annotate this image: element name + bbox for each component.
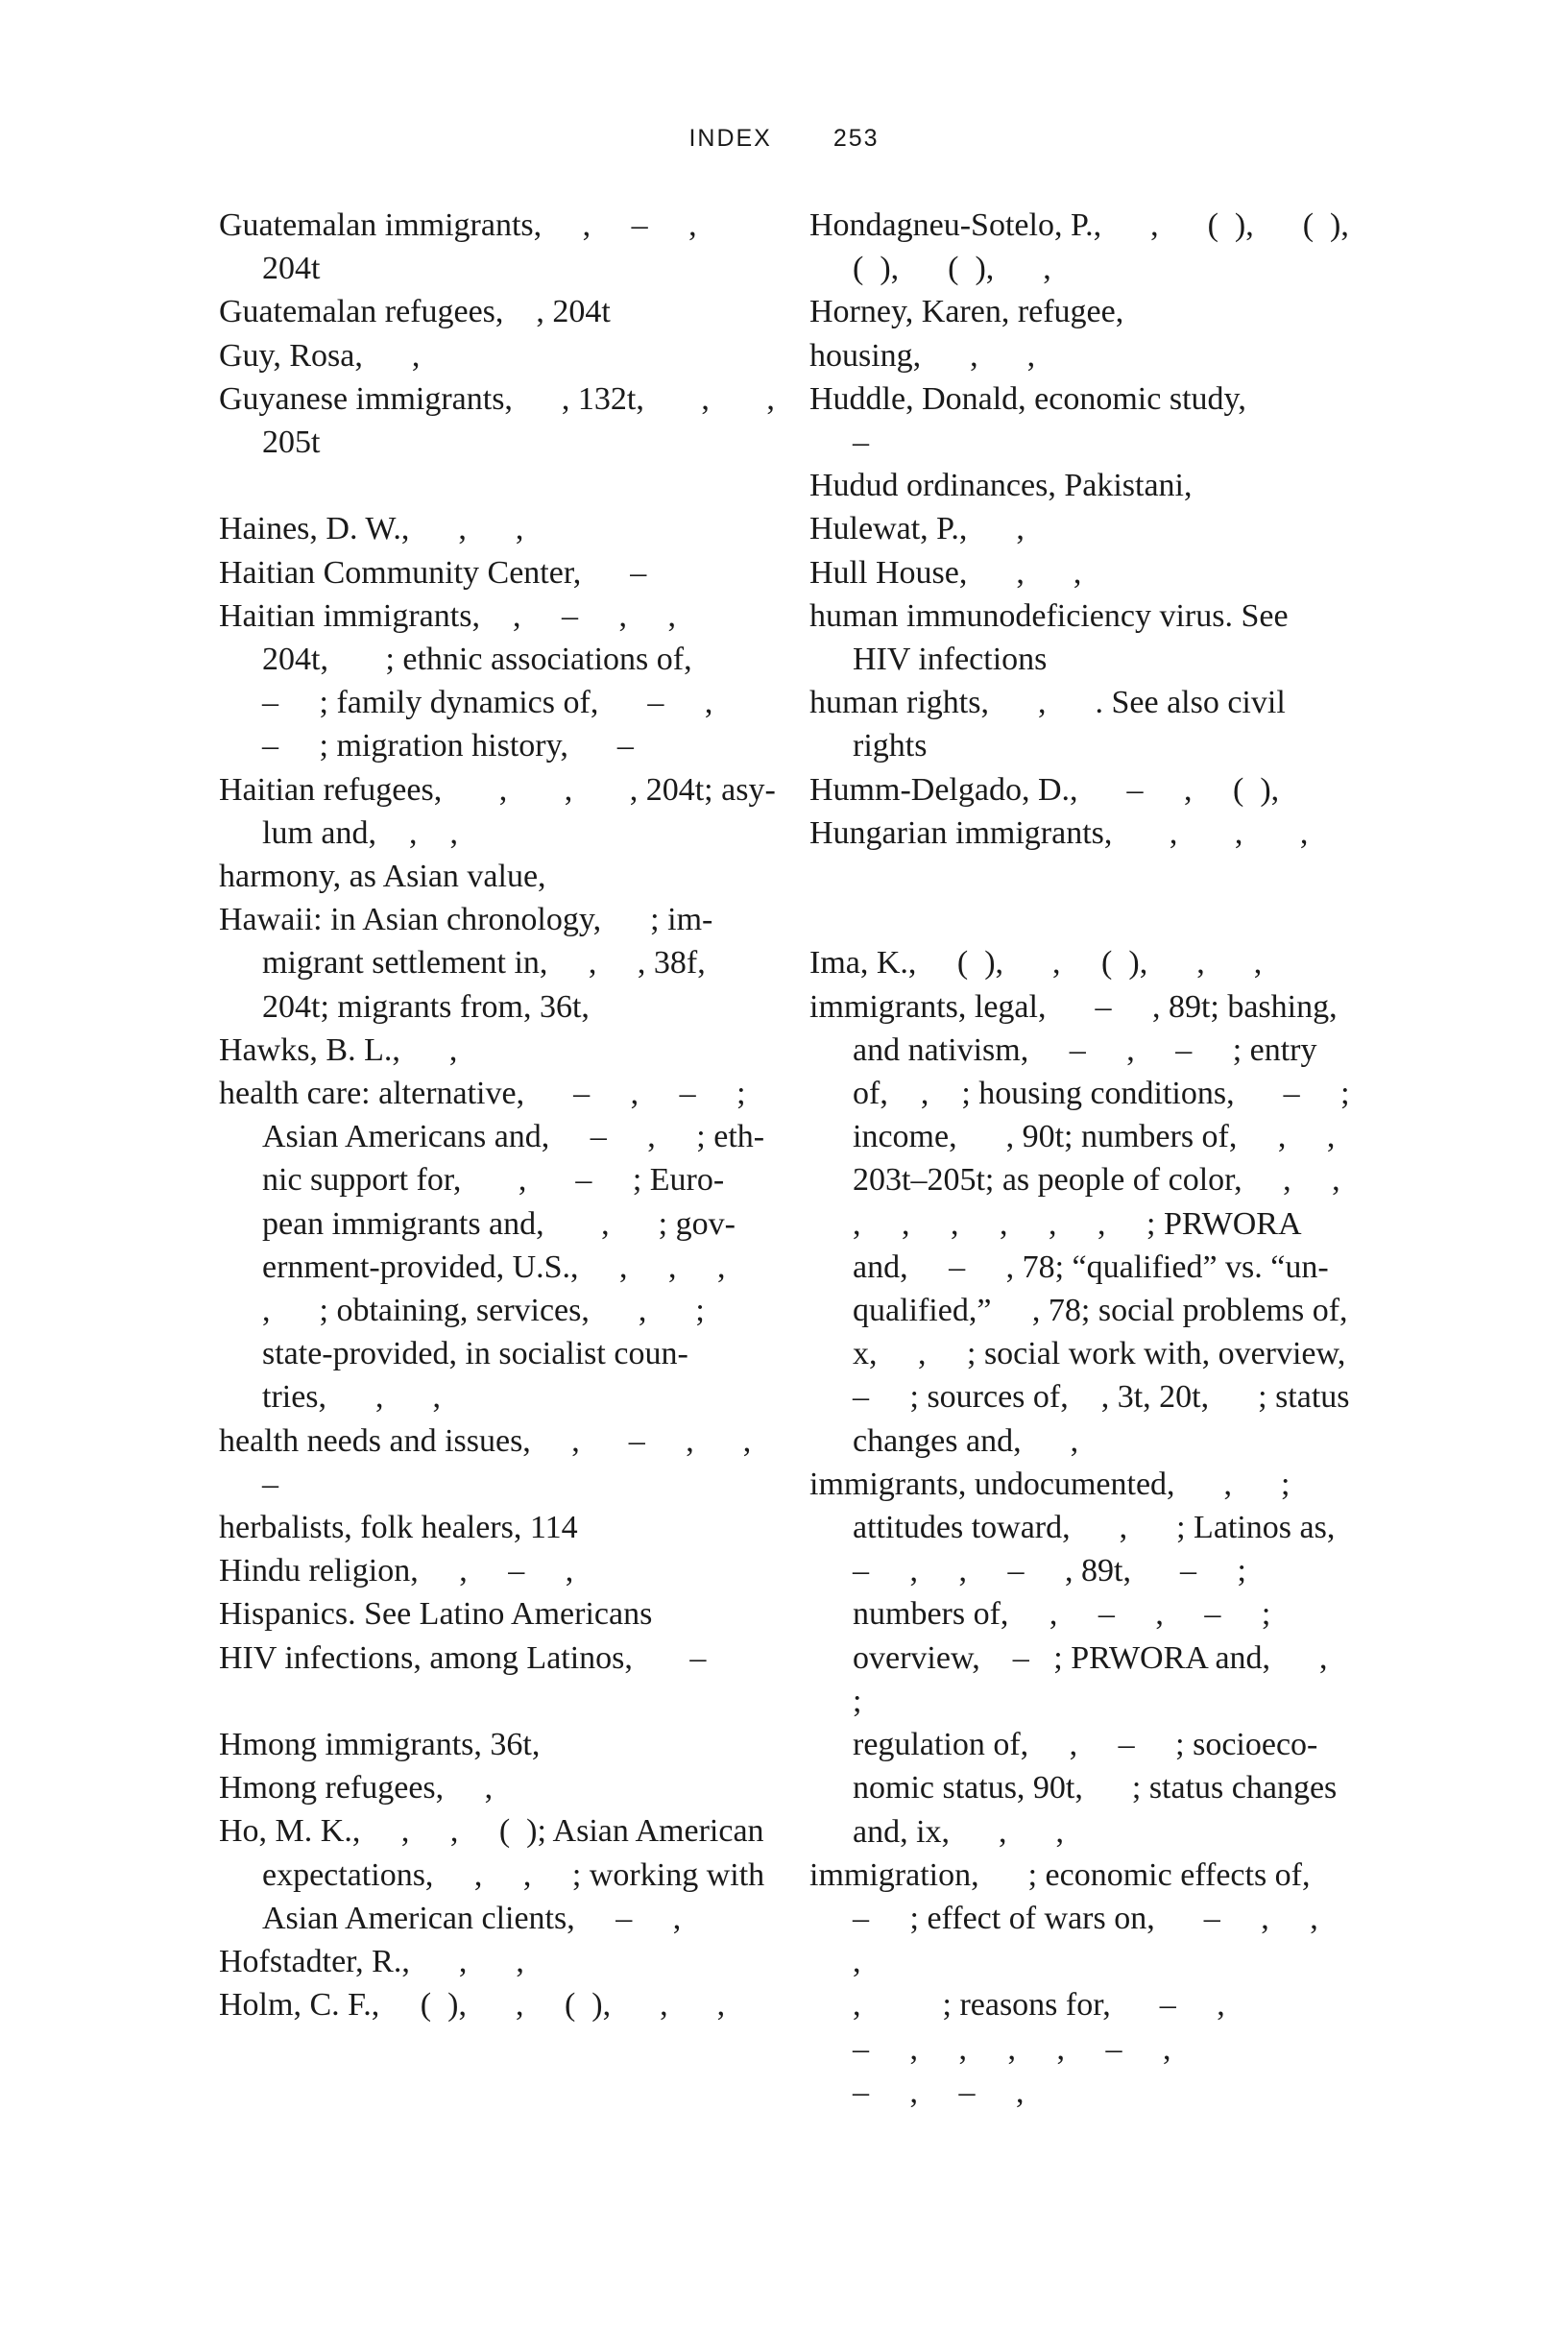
index-entry: Guy, Rosa, , (219, 337, 421, 374)
index-entry: health needs and issues, , – , , – (219, 1422, 752, 1502)
index-entry: Ima, K., ( ), , ( ), , , (809, 945, 1263, 982)
section-gap (219, 464, 776, 507)
index-entry: housing, , , (809, 337, 1036, 374)
index-entry: Hispanics. See Latino Americans (219, 1596, 653, 1633)
index-entry: Hungarian immigrants, , , , (809, 814, 1309, 851)
index-entry: Holm, C. F., ( ), , ( ), , , (219, 1987, 726, 2024)
index-entry: Hull House, , , (809, 554, 1082, 591)
index-entry: Hulewat, P., , (809, 511, 1025, 547)
index-entry: immigrants, undocumented, , ; attitudes toward, , ; Latinos as, – , , – , 89t, – ; numbers of, , – , – ; overview, – ; PRWORA and, , ; regulation of, , – ; socioeco- nomic status, 90t, ; status changes and, ix, , , (809, 1466, 1338, 1850)
index-entry: human rights, , . See also civil rights (809, 685, 1286, 764)
page-number: 253 (832, 125, 880, 152)
index-entry: immigration, ; economic effects of, – ; effect of wars on, – , , , , ; reasons for, – , – , , , , – , – , – , (809, 1856, 1318, 2110)
index-entry: Hondagneu-Sotelo, P., , ( ), ( ), ( ), ( ), , (809, 207, 1349, 287)
header-label: INDEX (688, 125, 772, 152)
index-entry: Haitian Community Center, – (219, 554, 647, 591)
index-entry: human immunodeficiency virus. See HIV infections (809, 597, 1289, 678)
index-entry: immigrants, legal, – , 89t; bashing, and nativism, – , – ; entry of, , ; housing conditions, – ; income, , 90t; numbers of, , , 203t–205t; as people of color, , , , , , , , , ; PRWORA and, – , 78; “qualified” vs. “un- qualified,” , 78; social problems of, x, , ; social work with, overview, – ; sources of, , 3t, 20t, ; status changes and, , (809, 988, 1350, 1459)
index-entry: harmony, as Asian value, (219, 859, 546, 895)
index-entry: Hawaii: in Asian chronology, ; im- migrant settlement in, , , 38f, 204t; migrants from, 36t, (219, 902, 713, 1025)
index-entry: Huddle, Donald, economic study, – (809, 380, 1246, 461)
section-gap (219, 1680, 776, 1723)
index-entry: Hawks, B. L., , (219, 1031, 458, 1068)
index-entry: health care: alternative, – , – ; Asian Americans and, – , ; eth- nic support for, , – ; Euro- pean immigrants and, , ; gov- ernment-provided, U.S., , , , , ; obtaining, services, , ; state-provided, in socialist coun- tries, , , (219, 1076, 765, 1416)
index-entry: Guatemalan refugees, , 204t (219, 294, 611, 330)
index-entry: Haitian immigrants, , – , , 204t, ; ethnic associations of, – ; family dynamics of, – , – ; migration history, – (219, 597, 713, 764)
index-entry: Humm-Delgado, D., – , ( ), (809, 771, 1280, 808)
index-entry: Horney, Karen, refugee, (809, 294, 1124, 330)
running-header (0, 125, 1568, 153)
index-entry: Haitian refugees, , , , 204t; asy- lum and, , , (219, 771, 776, 851)
index-entry: Hmong immigrants, 36t, (219, 1727, 541, 1763)
index-entry: herbalists, folk healers, 114 (219, 1510, 578, 1546)
index-entry: Ho, M. K., , , ( ); Asian American expectations, , , ; working with Asian American clients, – , (219, 1813, 765, 1936)
index-entry: Hudud ordinances, Pakistani, (809, 468, 1193, 504)
index-entry: Guyanese immigrants, , 132t, , , 205t (219, 380, 775, 461)
index-entry: Hindu religion, , – , (219, 1553, 574, 1589)
index-column-left (219, 204, 776, 2027)
index-entry: HIV infections, among Latinos, – (219, 1639, 707, 1676)
index-column-right (809, 204, 1366, 2114)
index-entry: Hmong refugees, , (219, 1770, 494, 1806)
section-gap (809, 855, 1366, 941)
index-entry: Haines, D. W., , , (219, 511, 524, 547)
index-entry: Hofstadter, R., , , (219, 1944, 524, 1980)
index-entry: Guatemalan immigrants, , – , 204t (219, 207, 697, 287)
